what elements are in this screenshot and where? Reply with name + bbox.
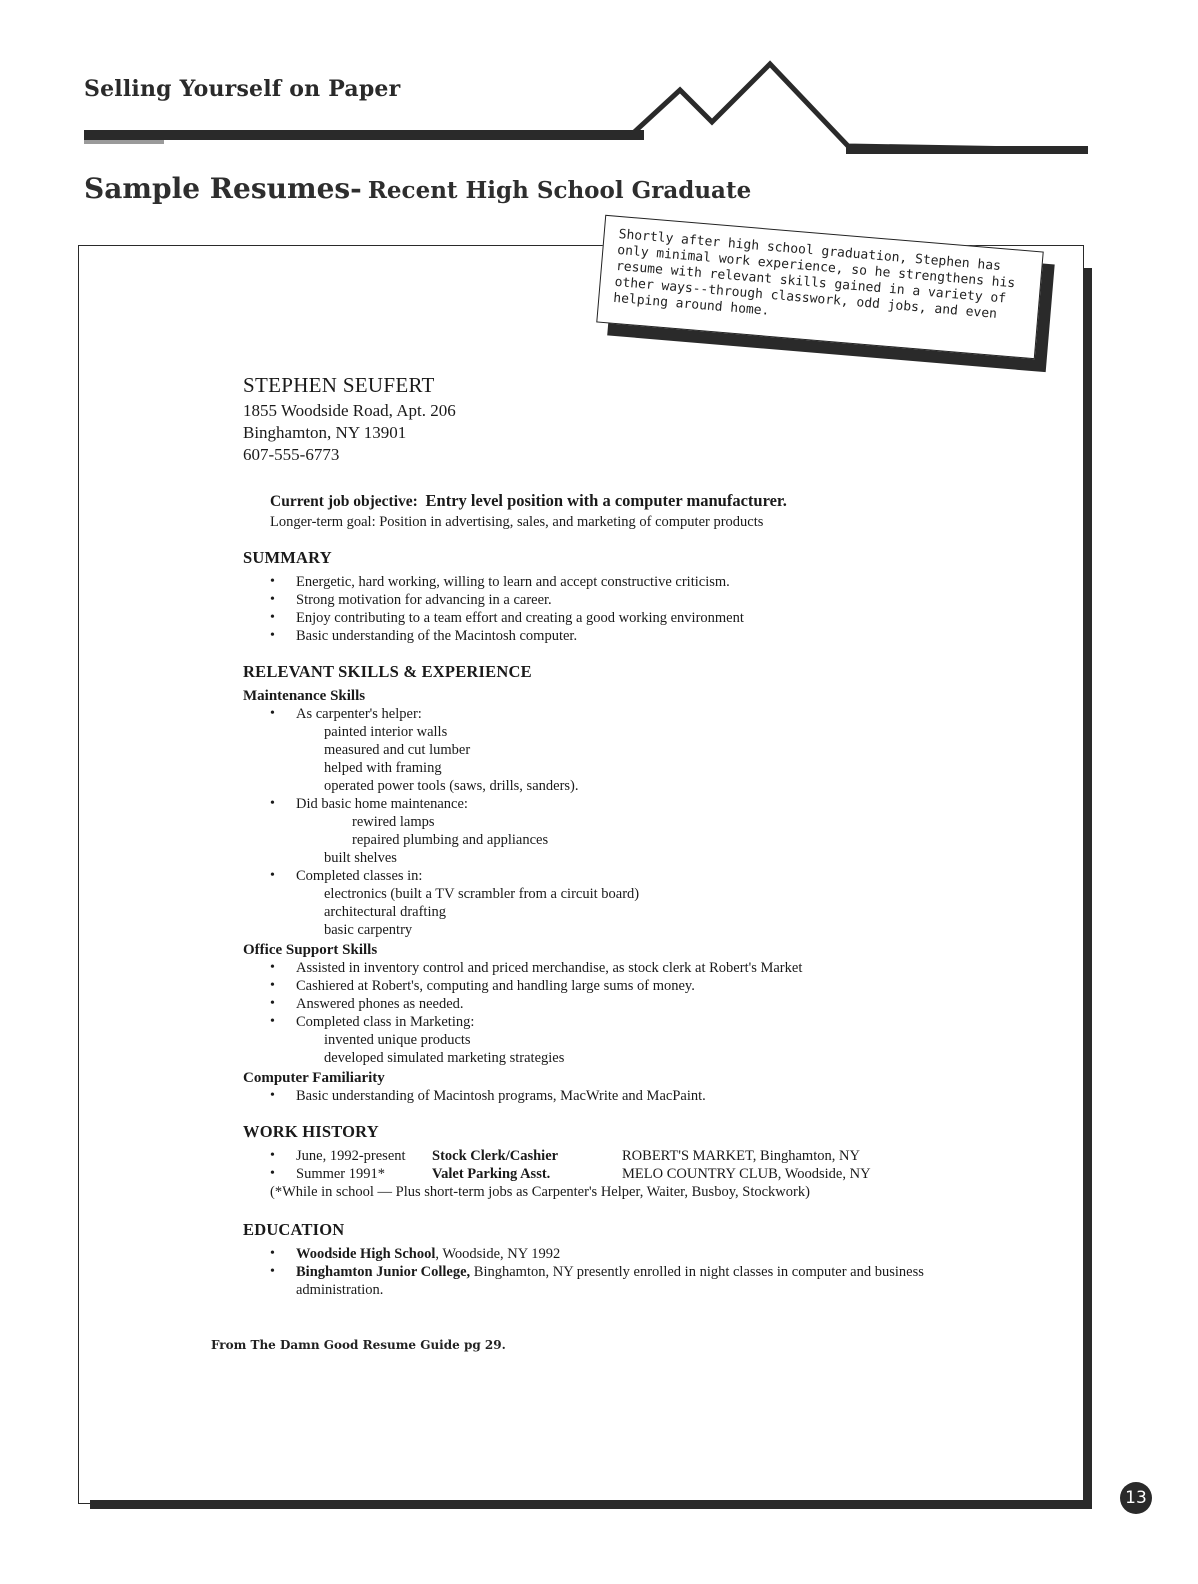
education-list — [243, 1245, 1023, 1299]
page-title-main: Sample Resumes- — [84, 172, 362, 205]
list-item: • Completed classes in: — [270, 867, 1023, 885]
work-title: Stock Clerk/Cashier — [432, 1148, 559, 1164]
computer-heading: Computer Familiarity — [243, 1070, 385, 1086]
maintenance-heading: Maintenance Skills — [243, 688, 366, 704]
list-item — [270, 1245, 1023, 1263]
sub-item: basic carpentry — [324, 922, 413, 938]
summary-heading: SUMMARY — [243, 548, 332, 567]
objective-value: Entry level position with a computer manufacturer. — [425, 491, 787, 510]
list-item: • As carpenter's helper: — [270, 705, 1023, 723]
objective-block — [270, 492, 1023, 531]
sub-item: operated power tools (saws, drills, sanders). — [324, 778, 579, 794]
maintenance-list — [243, 867, 1023, 885]
frame-shadow — [1084, 268, 1092, 1508]
list-item: • Strong motivation for advancing in a career. — [270, 591, 1023, 609]
sub-item: built shelves — [324, 850, 397, 866]
sub-item: developed simulated marketing strategies — [324, 1050, 565, 1066]
sub-item: painted interior walls — [324, 724, 448, 740]
frame-shadow — [90, 1500, 1092, 1509]
school-name: Woodside High School — [296, 1246, 436, 1262]
school-details: , Woodside, NY 1992 — [435, 1246, 561, 1262]
sub-item: rewired lamps — [352, 814, 435, 830]
list-item: • Enjoy contributing to a team effort and creating a good working environment — [270, 609, 1023, 627]
source-citation — [211, 1338, 506, 1352]
summary-list — [243, 573, 1023, 645]
office-heading: Office Support Skills — [243, 942, 378, 958]
section-label: Selling Yourself on Paper — [84, 76, 401, 102]
education-heading: EDUCATION — [243, 1220, 345, 1239]
resume — [243, 373, 1023, 1299]
source-book: The Damn Good Resume Guide — [250, 1338, 460, 1352]
school-details: Binghamton, NY presently enrolled in night classes in computer and business administration. — [296, 1264, 924, 1298]
list-item — [270, 1263, 936, 1299]
school-name: Binghamton Junior College, — [296, 1264, 471, 1280]
list-item: • Did basic home maintenance: — [270, 795, 1023, 813]
computer-list — [243, 1087, 1023, 1105]
list-item: • Cashiered at Robert's, computing and handling large sums of money. — [270, 977, 1023, 995]
work-employer: MELO COUNTRY CLUB, Woodside, NY — [622, 1166, 871, 1182]
address-line: 1855 Woodside Road, Apt. 206 — [243, 401, 456, 420]
source-prefix: From — [211, 1338, 247, 1352]
page-number: 13 — [1120, 1482, 1152, 1514]
office-list — [243, 959, 1023, 1031]
work-date: • Summer 1991* — [296, 1166, 386, 1182]
objective-label: Current job objective: — [270, 493, 418, 510]
sub-item: measured and cut lumber — [324, 742, 471, 758]
page-title — [84, 172, 751, 205]
list-item: • Basic understanding of Macintosh programs, MacWrite and MacPaint. — [270, 1087, 1023, 1105]
mountain-divider — [0, 50, 1198, 160]
work-date: • June, 1992-present — [296, 1148, 406, 1164]
maintenance-list — [243, 795, 1023, 813]
maintenance-list — [243, 705, 1023, 723]
phone: 607-555-6773 — [243, 445, 340, 464]
work-row — [270, 1165, 1023, 1183]
sub-item: architectural drafting — [324, 904, 446, 920]
long-term-goal: Longer-term goal: Position in advertising, sales, and marketing of computer products — [270, 514, 764, 530]
sub-item: electronics (built a TV scrambler from a circuit board) — [324, 886, 640, 902]
work-employer: ROBERT'S MARKET, Binghamton, NY — [622, 1148, 860, 1164]
list-item: • Answered phones as needed. — [270, 995, 1023, 1013]
sub-item: invented unique products — [324, 1032, 471, 1048]
list-item: • Basic understanding of the Macintosh computer. — [270, 627, 1023, 645]
work-title: Valet Parking Asst. — [432, 1166, 551, 1182]
work-heading: WORK HISTORY — [243, 1122, 379, 1141]
page-title-sub: Recent High School Graduate — [367, 177, 752, 204]
callout-text: Shortly after high school graduation, Stephen has only minimal work experience, so he strengthens his resume with relevant skills gained in a variety of other ways--through classwork, odd jobs, and even helping around home. — [612, 226, 1016, 322]
work-note: (*While in school — Plus short-term jobs as Carpenter's Helper, Waiter, Busboy, Stockwork) — [270, 1184, 810, 1200]
sub-item: repaired plumbing and appliances — [352, 832, 549, 848]
skills-heading: RELEVANT SKILLS & EXPERIENCE — [243, 662, 532, 681]
address-line: Binghamton, NY 13901 — [243, 423, 407, 442]
resume-name: STEPHEN SEUFERT — [243, 373, 435, 397]
list-item: • Completed class in Marketing: — [270, 1013, 1023, 1031]
list-item: • Assisted in inventory control and priced merchandise, as stock clerk at Robert's Market — [270, 959, 1023, 977]
source-page: pg 29. — [463, 1338, 506, 1352]
work-list — [243, 1147, 1023, 1183]
work-row — [270, 1147, 1023, 1165]
list-item: • Energetic, hard working, willing to learn and accept constructive criticism. — [270, 573, 1023, 591]
sub-item: helped with framing — [324, 760, 442, 776]
